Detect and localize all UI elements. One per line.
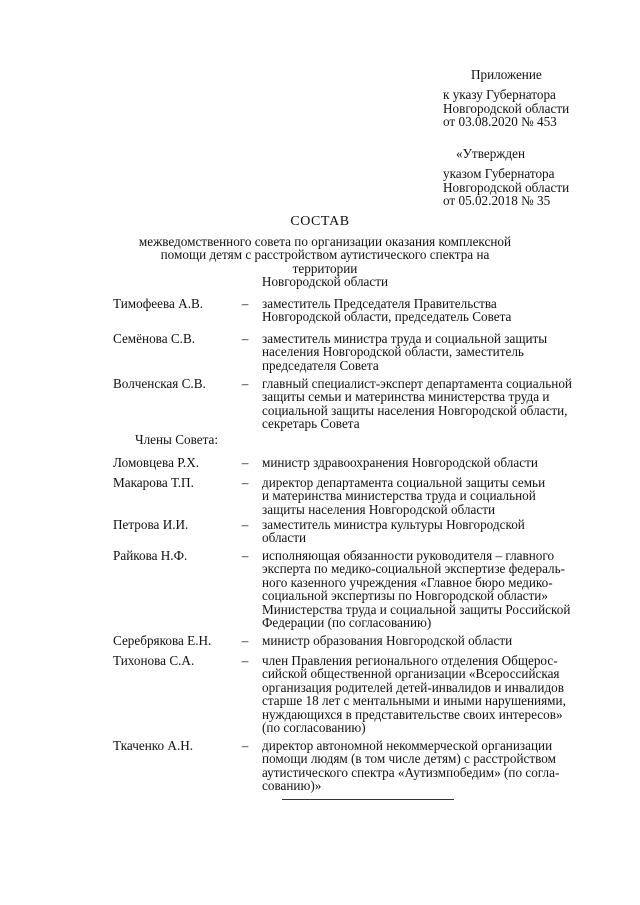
appendix-label: Приложение bbox=[471, 67, 542, 82]
dash-separator: – bbox=[241, 455, 249, 470]
appendix-header bbox=[443, 68, 623, 129]
dash-separator: – bbox=[241, 475, 249, 490]
role-line: член Правления регионального отделения Общерос- bbox=[262, 653, 558, 668]
dash-separator: – bbox=[241, 376, 249, 391]
person-name: Ткаченко А.Н. bbox=[113, 738, 194, 753]
person-role bbox=[262, 456, 602, 469]
role-line: области bbox=[262, 530, 307, 546]
role-line: эксперта по медико-социальной экспертизе федераль- bbox=[262, 561, 566, 577]
closing-rule bbox=[282, 799, 454, 800]
person-name: Тимофеева А.В. bbox=[113, 296, 204, 311]
dash-separator: – bbox=[241, 296, 249, 311]
person-role bbox=[262, 332, 602, 372]
dash-separator: – bbox=[241, 548, 249, 563]
role-line: министр образования Новгородской области bbox=[262, 633, 513, 648]
role-line: старше 18 лет с ментальными и иными нарушениями, bbox=[262, 693, 566, 709]
role-line: заместитель Председателя Правительства bbox=[262, 296, 497, 311]
person-role bbox=[262, 476, 602, 516]
role-line: аутистического спектра «Аутизмпобедим» (по согла- bbox=[262, 764, 560, 780]
dash-separator: – bbox=[241, 653, 249, 668]
dash-separator: – bbox=[241, 517, 249, 532]
role-line: председателя Совета bbox=[262, 357, 379, 373]
role-line: Новгородской области, председатель Совета bbox=[262, 309, 512, 325]
person-name: Райкова Н.Ф. bbox=[113, 548, 188, 563]
approved-line: Новгородской области bbox=[443, 179, 570, 195]
approved-label: «Утвержден bbox=[456, 146, 526, 161]
person-name: Макарова Т.П. bbox=[113, 475, 194, 490]
dash-separator: – bbox=[241, 738, 249, 753]
role-line: социальной экспертизы по Новгородской области» bbox=[262, 588, 548, 604]
person-name: Петрова И.И. bbox=[113, 517, 189, 532]
person-role bbox=[262, 654, 602, 734]
role-line: главный специалист-эксперт департамента социальной bbox=[262, 376, 572, 391]
person-role bbox=[262, 297, 602, 324]
person-name: Семёнова С.В. bbox=[113, 331, 196, 346]
role-line: Федерации (по согласованию) bbox=[262, 615, 432, 631]
person-role bbox=[262, 377, 602, 431]
role-line: заместитель министра труда и социальной защиты bbox=[262, 331, 548, 346]
person-name: Серебрякова Е.Н. bbox=[113, 633, 212, 648]
person-name: Ломовцева Р.Х. bbox=[113, 455, 200, 470]
dash-separator: – bbox=[241, 331, 249, 346]
role-line: защиты населения Новгородской области bbox=[262, 501, 496, 517]
person-role bbox=[262, 634, 602, 647]
role-line: директор департамента социальной защиты семьи bbox=[262, 475, 546, 490]
members-heading: Члены Совета: bbox=[135, 432, 219, 447]
role-line: и материнства министерства труда и социальной bbox=[262, 488, 536, 504]
role-line: сованию)» bbox=[262, 778, 322, 794]
role-line: (по согласованию) bbox=[262, 720, 366, 736]
role-line: сийской общественной организации «Всероссийская bbox=[262, 666, 560, 682]
role-line: директор автономной некоммерческой организации bbox=[262, 738, 553, 753]
role-line: министр здравоохранения Новгородской области bbox=[262, 455, 538, 470]
person-name: Тихонова С.А. bbox=[113, 653, 195, 668]
appendix-line: от 03.08.2020 № 453 bbox=[443, 114, 557, 130]
subtitle-line: Новгородской области bbox=[261, 274, 389, 290]
appendix-line: Новгородской области bbox=[443, 100, 570, 116]
document-subtitle bbox=[130, 235, 520, 289]
role-line: ного казенного учреждения «Главное бюро медико- bbox=[262, 574, 553, 590]
role-line: защиты семьи и материнства министерства труда и bbox=[262, 389, 550, 405]
approved-line: от 05.02.2018 № 35 bbox=[443, 193, 551, 209]
subtitle-line: межведомственного совета по организации оказания комплексной bbox=[138, 234, 512, 249]
role-line: населения Новгородской области, заместитель bbox=[262, 344, 524, 360]
dash-separator: – bbox=[241, 633, 249, 648]
approved-header bbox=[443, 147, 623, 208]
appendix-line: к указу Губернатора bbox=[443, 87, 556, 103]
subtitle-line: помощи детям с расстройством аутистического спектра на территории bbox=[160, 247, 490, 276]
person-name: Волченская С.В. bbox=[113, 376, 206, 391]
approved-line: указом Губернатора bbox=[443, 166, 555, 182]
role-line: помощи людям (в том числе детям) с расстройством bbox=[262, 751, 556, 767]
document-title: СОСТАВ bbox=[290, 214, 350, 229]
person-role bbox=[262, 518, 602, 545]
role-line: Министерства труда и социальной защиты Российской bbox=[262, 601, 571, 617]
role-line: социальной защиты населения Новгородской области, bbox=[262, 402, 568, 418]
role-line: исполняющая обязанности руководителя – главного bbox=[262, 548, 555, 563]
role-line: организация родителей детей-инвалидов и инвалидов bbox=[262, 679, 564, 695]
person-role bbox=[262, 739, 602, 793]
role-line: секретарь Совета bbox=[262, 416, 360, 432]
person-role bbox=[262, 549, 602, 629]
role-line: заместитель министра культуры Новгородской bbox=[262, 517, 525, 532]
role-line: нуждающихся в представительстве своих интересов» bbox=[262, 706, 563, 722]
